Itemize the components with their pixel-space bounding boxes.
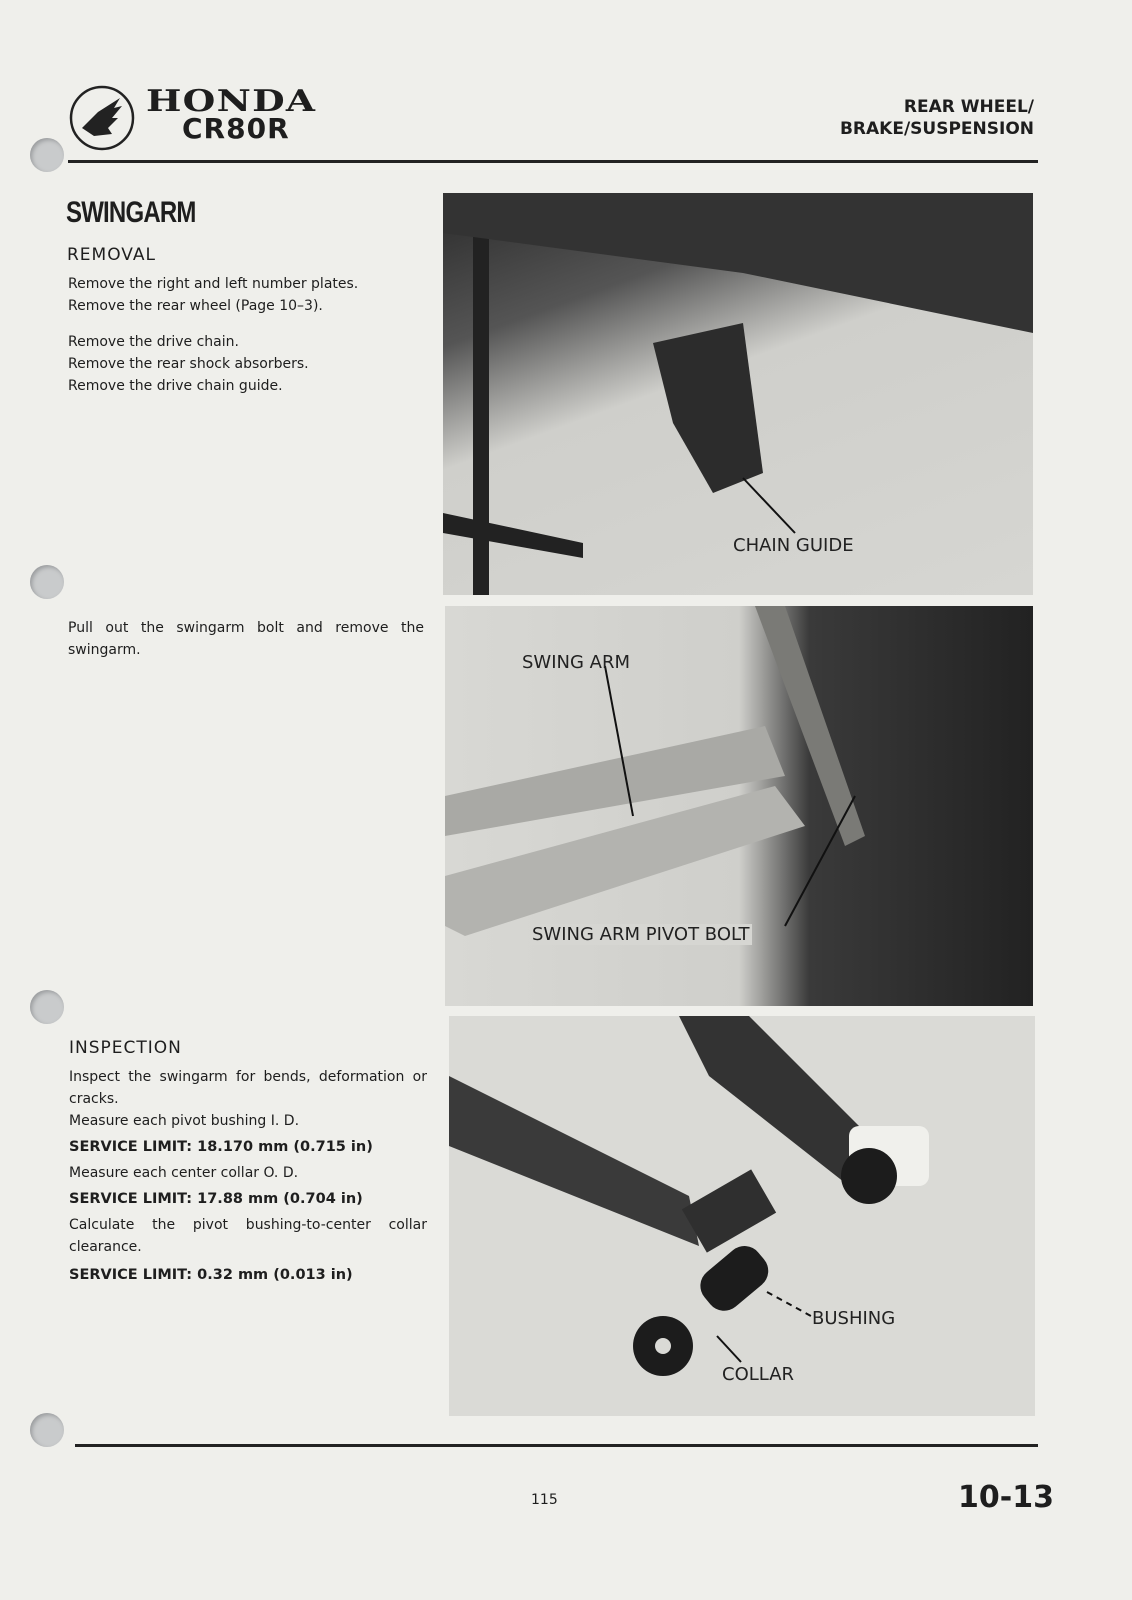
footer-divider: [75, 1444, 1038, 1447]
brand-name: HONDA: [146, 84, 317, 119]
paragraph: Inspect the swingarm for bends, deformation or cracks.: [69, 1069, 427, 1107]
service-limit: SERVICE LIMIT: 18.170 mm (0.715 in): [69, 1139, 373, 1155]
label-collar: COLLAR: [722, 1364, 795, 1385]
paragraph: Measure each pivot bushing I. D.: [69, 1113, 300, 1129]
binder-hole: [30, 1413, 64, 1447]
honda-wing-logo-icon: [68, 84, 136, 152]
binder-hole: [30, 138, 64, 172]
photo-bushing-collar: [449, 1016, 1035, 1416]
step: Remove the rear shock absorbers.: [68, 356, 309, 372]
section-line: BRAKE/SUSPENSION: [839, 119, 1034, 139]
section-header: [840, 96, 1034, 140]
binder-hole: [30, 990, 64, 1024]
removal-heading: REMOVAL: [67, 245, 156, 265]
removal-steps-a: [68, 273, 424, 317]
page-title: SWINGARM: [66, 196, 196, 229]
section-page-number: 10-13: [958, 1480, 1054, 1515]
inspection-body: [69, 1066, 427, 1286]
model-name: CR80R: [182, 112, 290, 145]
removal-steps-b: [68, 331, 424, 397]
step: Remove the drive chain guide.: [68, 378, 283, 394]
step: Remove the drive chain.: [68, 334, 239, 350]
label-swing-arm: SWING ARM: [522, 652, 631, 673]
photo-swing-arm: [445, 606, 1033, 1006]
inspection-heading: INSPECTION: [69, 1038, 182, 1058]
service-limit: SERVICE LIMIT: 0.32 mm (0.013 in): [69, 1267, 353, 1283]
service-limit: SERVICE LIMIT: 17.88 mm (0.704 in): [69, 1191, 363, 1207]
header-divider: [68, 160, 1038, 163]
step: Remove the rear wheel (Page 10–3).: [68, 298, 323, 314]
label-bushing: BUSHING: [812, 1308, 896, 1329]
paragraph: Measure each center collar O. D.: [69, 1165, 299, 1181]
page-number: 115: [531, 1492, 558, 1508]
pull-out-step: Pull out the swingarm bolt and remove the swingarm.: [68, 620, 424, 658]
label-chain-guide: CHAIN GUIDE: [733, 535, 854, 556]
step: Remove the right and left number plates.: [68, 276, 359, 292]
label-pivot-bolt: SWING ARM PIVOT BOLT: [532, 924, 750, 945]
paragraph: Calculate the pivot bushing-to-center collar clearance.: [69, 1217, 427, 1255]
section-line: REAR WHEEL/: [903, 97, 1034, 117]
binder-hole: [30, 565, 64, 599]
photo-chain-guide: [443, 193, 1033, 595]
